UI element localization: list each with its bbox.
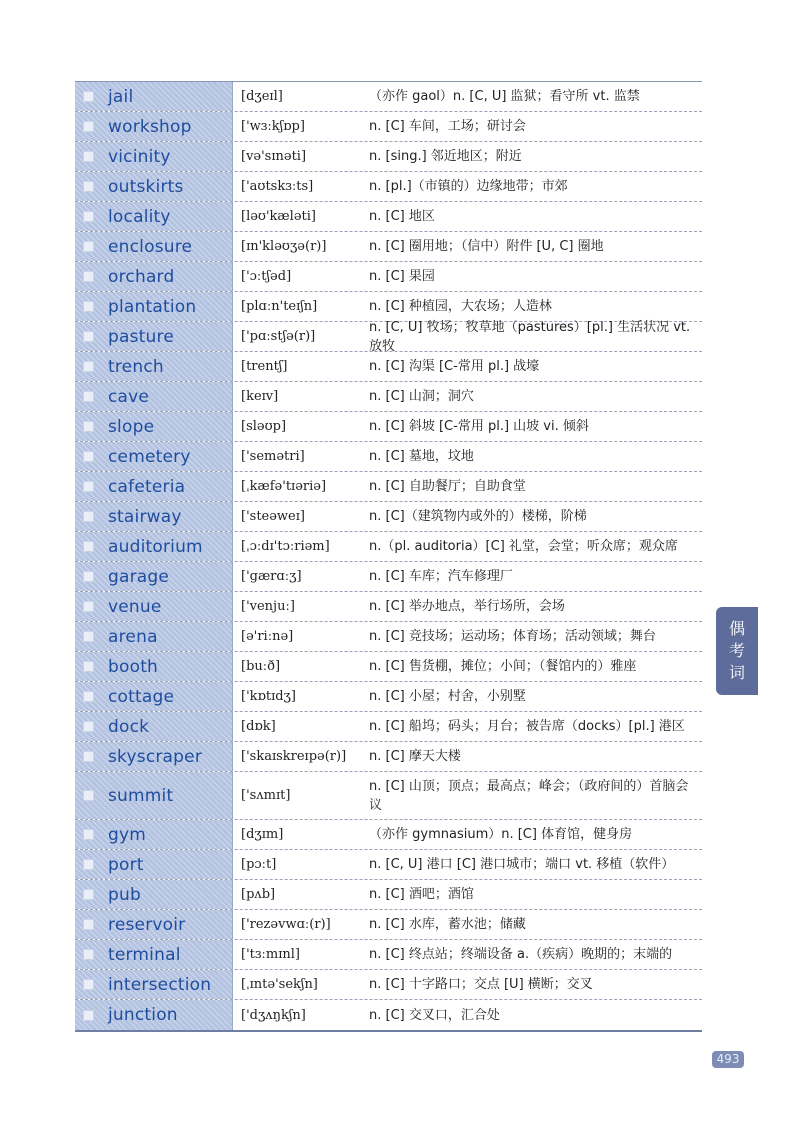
square-bullet-icon [83,979,94,990]
square-bullet-icon [83,421,94,432]
phonetic: [ˌkæfə'tɪəriə] [241,479,327,494]
word-cell [75,232,233,261]
word-cell [75,172,233,201]
square-bullet-icon [83,859,94,870]
headword: port [108,854,144,875]
definition: n. [C] 酒吧；酒馆 [369,887,474,902]
phonetic: ['sʌmɪt] [241,788,291,803]
word-cell [75,442,233,471]
phonetic: ['dʒʌŋkʃn] [241,1007,306,1023]
definition: n. [C] 自助餐厅；自助食堂 [369,479,526,494]
headword: workshop [108,116,192,137]
square-bullet-icon [83,151,94,162]
word-cell [75,652,233,681]
vocabulary-table [75,81,702,1032]
word-cell [75,592,233,621]
table-row [75,232,702,262]
square-bullet-icon [83,1010,94,1021]
word-cell [75,850,233,879]
definition: n. [C] 竞技场；运动场；体育场；活动领域；舞台 [369,629,656,644]
square-bullet-icon [83,391,94,402]
section-tab-char: 偶 [728,619,745,638]
word-cell [75,532,233,561]
phonetic: ['gærɑːʒ] [241,569,302,584]
word-cell [75,562,233,591]
table-row [75,940,702,970]
headword: orchard [108,266,175,287]
headword: slope [108,416,155,437]
square-bullet-icon [83,721,94,732]
word-cell [75,142,233,171]
definition: n. [C] 墓地，坟地 [369,449,474,464]
phonetic: ['ɔːtʃəd] [241,269,292,284]
word-cell [75,880,233,909]
square-bullet-icon [83,541,94,552]
definition: n. [C] 车间，工场；研讨会 [369,119,526,134]
definition: （亦作 gymnasium）n. [C] 体育馆，健身房 [369,827,633,842]
headword: intersection [108,974,212,995]
phonetic: ['pɑːstʃə(r)] [241,329,316,344]
headword: cottage [108,686,175,707]
definition: n. [C] 水库，蓄水池；储藏 [369,917,526,932]
word-cell [75,502,233,531]
square-bullet-icon [83,511,94,522]
table-row [75,262,702,292]
square-bullet-icon [83,661,94,672]
headword: pasture [108,326,174,347]
word-cell [75,112,233,141]
word-cell [75,472,233,501]
word-cell [75,1000,233,1030]
table-row [75,502,702,532]
section-tab [716,607,758,695]
phonetic: [ə'riːnə] [241,629,294,644]
definition: n. [C] 圈用地；（信中）附件 [U, C] 圈地 [369,239,604,254]
headword: skyscraper [108,746,203,767]
headword: auditorium [108,536,203,557]
phonetic: ['venjuː] [241,599,295,614]
phonetic: [dʒeɪl] [241,89,283,104]
definition: n. [C] 小屋；村舍，小别墅 [369,689,526,704]
word-cell [75,622,233,651]
phonetic: [buːð] [241,659,281,674]
phonetic: ['wɜːkʃɒp] [241,119,305,134]
phonetic: [ləʊ'kæləti] [241,209,316,224]
definition: n. [C] 售货棚，摊位；小间；（餐馆内的）雅座 [369,659,637,674]
headword: cafeteria [108,476,186,497]
phonetic: ['steəweɪ] [241,509,305,524]
definition: n. [C] 斜坡 [C-常用 pl.] 山坡 vi. 倾斜 [369,419,589,434]
definition: n. [C] 终点站；终端设备 a.（疾病）晚期的；末端的 [369,947,673,962]
definition: n. [C] 举办地点，举行场所，会场 [369,599,565,614]
square-bullet-icon [83,181,94,192]
square-bullet-icon [83,451,94,462]
table-row [75,412,702,442]
table-row [75,112,702,142]
word-cell [75,940,233,969]
word-cell [75,820,233,849]
definition: n. [C] 果园 [369,269,435,284]
definition: n. [C] 交叉口，汇合处 [369,1007,500,1023]
word-cell [75,202,233,231]
square-bullet-icon [83,91,94,102]
phonetic: [plɑːn'teɪʃn] [241,299,318,314]
headword: outskirts [108,176,184,197]
section-tab-char: 考 [728,641,745,660]
square-bullet-icon [83,361,94,372]
definition: n. [C] 地区 [369,209,435,224]
word-cell [75,682,233,711]
square-bullet-icon [83,889,94,900]
definition: n. [C]（建筑物内或外的）楼梯，阶梯 [369,509,587,524]
phonetic: [ɪn'kləʊʒə(r)] [241,239,327,254]
phonetic: ['skaɪskreɪpə(r)] [241,749,347,764]
square-bullet-icon [83,919,94,930]
definition: n. [sing.] 邻近地区；附近 [369,149,522,164]
phonetic: ['aʊtskɜːts] [241,179,314,194]
word-cell [75,742,233,771]
definition: n. [C] 山洞；洞穴 [369,389,474,404]
headword: venue [108,596,162,617]
phonetic: [ˌɪntə'sekʃn] [241,977,318,992]
definition: n. [C, U] 港口 [C] 港口城市；端口 vt. 移植（软件） [369,857,675,872]
headword: stairway [108,506,182,527]
square-bullet-icon [83,271,94,282]
definition: n. [C] 沟渠 [C-常用 pl.] 战壕 [369,359,540,374]
definition: （亦作 gaol）n. [C, U] 监狱；看守所 vt. 监禁 [369,89,640,104]
square-bullet-icon [83,631,94,642]
definition: n. [C] 摩天大楼 [369,749,461,764]
table-row [75,172,702,202]
headword: dock [108,716,150,737]
table-row [75,712,702,742]
word-cell [75,772,233,819]
square-bullet-icon [83,790,94,801]
definition: n. [C] 车库；汽车修理厂 [369,569,513,584]
headword: booth [108,656,159,677]
word-cell [75,352,233,381]
table-row [75,682,702,712]
page-number: 493 [712,1051,744,1068]
table-row [75,910,702,940]
phonetic: [trentʃ] [241,359,288,374]
headword: cave [108,386,150,407]
phonetic: [dɒk] [241,719,276,734]
table-row [75,142,702,172]
table-row [75,82,702,112]
table-row [75,532,702,562]
word-cell [75,970,233,999]
definition: n. [C] 十字路口；交点 [U] 横断；交叉 [369,977,593,992]
square-bullet-icon [83,949,94,960]
word-cell [75,712,233,741]
table-row [75,319,702,354]
table-row [75,820,702,850]
table-row [75,442,702,472]
table-row [75,1000,702,1030]
phonetic: ['tɜːmɪnl] [241,947,300,962]
phonetic: [dʒɪm] [241,827,284,842]
square-bullet-icon [83,241,94,252]
headword: arena [108,626,158,647]
definition: n. [pl.]（市镇的）边缘地带；市郊 [369,179,568,194]
phonetic: ['kɒtɪdʒ] [241,689,296,704]
phonetic: ['rezəvwɑː(r)] [241,917,331,932]
square-bullet-icon [83,691,94,702]
definition: n.（pl. auditoria）[C] 礼堂，会堂；听众席；观众席 [369,539,678,554]
word-cell [75,382,233,411]
phonetic: [pʌb] [241,887,276,902]
definition: n. [C, U] 牧场；牧草地（pastures）[pl.] 生活状况 vt. 放牧 [369,319,691,354]
headword: gym [108,824,147,845]
phonetic: ['semətri] [241,449,305,464]
word-cell [75,412,233,441]
table-row [75,880,702,910]
section-tab-char: 词 [728,663,745,682]
square-bullet-icon [83,211,94,222]
word-cell [75,262,233,291]
square-bullet-icon [83,751,94,762]
phonetic: [və'sɪnəti] [241,149,307,164]
headword: locality [108,206,171,227]
square-bullet-icon [83,571,94,582]
headword: summit [108,785,174,806]
table-row [75,622,702,652]
table-row [75,652,702,682]
square-bullet-icon [83,331,94,342]
table-row [75,352,702,382]
headword: garage [108,566,170,587]
square-bullet-icon [83,121,94,132]
headword: enclosure [108,236,193,257]
phonetic: [sləʊp] [241,419,287,434]
headword: jail [108,86,134,107]
definition: n. [C] 船坞；码头；月台；被告席（docks）[pl.] 港区 [369,719,685,734]
table-row [75,772,702,820]
headword: junction [108,1005,178,1025]
table-row [75,970,702,1000]
table-row [75,382,702,412]
phonetic: [keɪv] [241,389,279,404]
word-cell [75,292,233,321]
headword: trench [108,356,164,377]
phonetic: [pɔːt] [241,857,277,872]
headword: plantation [108,296,197,317]
word-cell [75,910,233,939]
square-bullet-icon [83,601,94,612]
table-row [75,472,702,502]
headword: pub [108,884,141,905]
table-row [75,850,702,880]
headword: cemetery [108,446,191,467]
headword: vicinity [108,146,171,167]
word-cell [75,322,233,351]
word-cell [75,82,233,111]
definition: n. [C] 山顶；顶点；最高点；峰会；（政府间的）首脑会议 [369,778,689,813]
square-bullet-icon [83,481,94,492]
table-row [75,592,702,622]
table-row [75,742,702,772]
phonetic: [ˌɔːdɪ'tɔːriəm] [241,539,330,554]
headword: terminal [108,944,181,965]
square-bullet-icon [83,301,94,312]
table-row [75,562,702,592]
headword: reservoir [108,914,186,935]
square-bullet-icon [83,829,94,840]
definition: n. [C] 种植园，大农场；人造林 [369,299,552,314]
table-row [75,202,702,232]
